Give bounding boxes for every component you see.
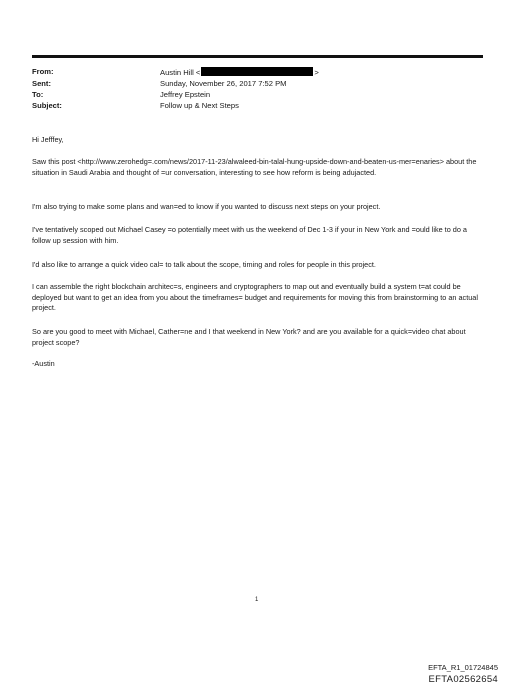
from-value [160,67,319,78]
from-close-bracket: > [314,68,319,77]
to-label: To: [32,90,44,99]
bates-stamp-primary: EFTA_R1_01724845 [428,663,498,672]
signature: -Austin [32,359,55,368]
body-paragraph-2: I'm also trying to make some plans and wan=ed to know if you wanted to discuss next steps on your project. [32,202,381,211]
to-value: Jeffrey Epstein [160,90,211,99]
body-paragraph-6: So are you good to meet with Michael, Cather=ne and I that weekend in New York? and are you available for a quick=video chat about project scope? [32,327,466,347]
header-divider-rule [32,55,483,58]
redaction-bar [201,67,313,76]
from-name: Austin Hill < [160,68,201,77]
greeting: Hi Jefffey, [32,135,64,144]
body-paragraph-5: I can assemble the right blockchain architec=s, engineers and cryptographers to map out and eventually build a system t=at could be deployed but want to get an idea from you about the timeframes= budget and requirements for moving this from brainstorming to an actual project. [32,282,478,312]
from-label: From: [32,67,54,76]
page-number: 1 [255,597,259,603]
body-paragraph-3: I've tentatively scoped out Michael Casey =o potentially meet with us the weekend of Dec 1-3 if your in New York and =ould like to do a follow up session with him. [32,225,467,245]
body-paragraph-1: Saw this post <http://www.zerohedg=.com/news/2017-11-23/alwaleed-bin-talal-hung-upside-down-and-beaten-us-mer=enaries> about the situation in Saudi Arabia and thought of =ur conversation, interesting to see how reform is being adujacted. [32,157,477,177]
sent-value: Sunday, November 26, 2017 7:52 PM [160,79,287,88]
subject-value: Follow up & Next Steps [160,101,239,110]
body-paragraph-4: I'd also like to arrange a quick video cal= to talk about the scope, timing and roles for people in this project. [32,260,376,269]
bates-stamp-secondary: EFTA02562654 [428,674,498,685]
sent-label: Sent: [32,79,51,88]
subject-label: Subject: [32,101,62,110]
